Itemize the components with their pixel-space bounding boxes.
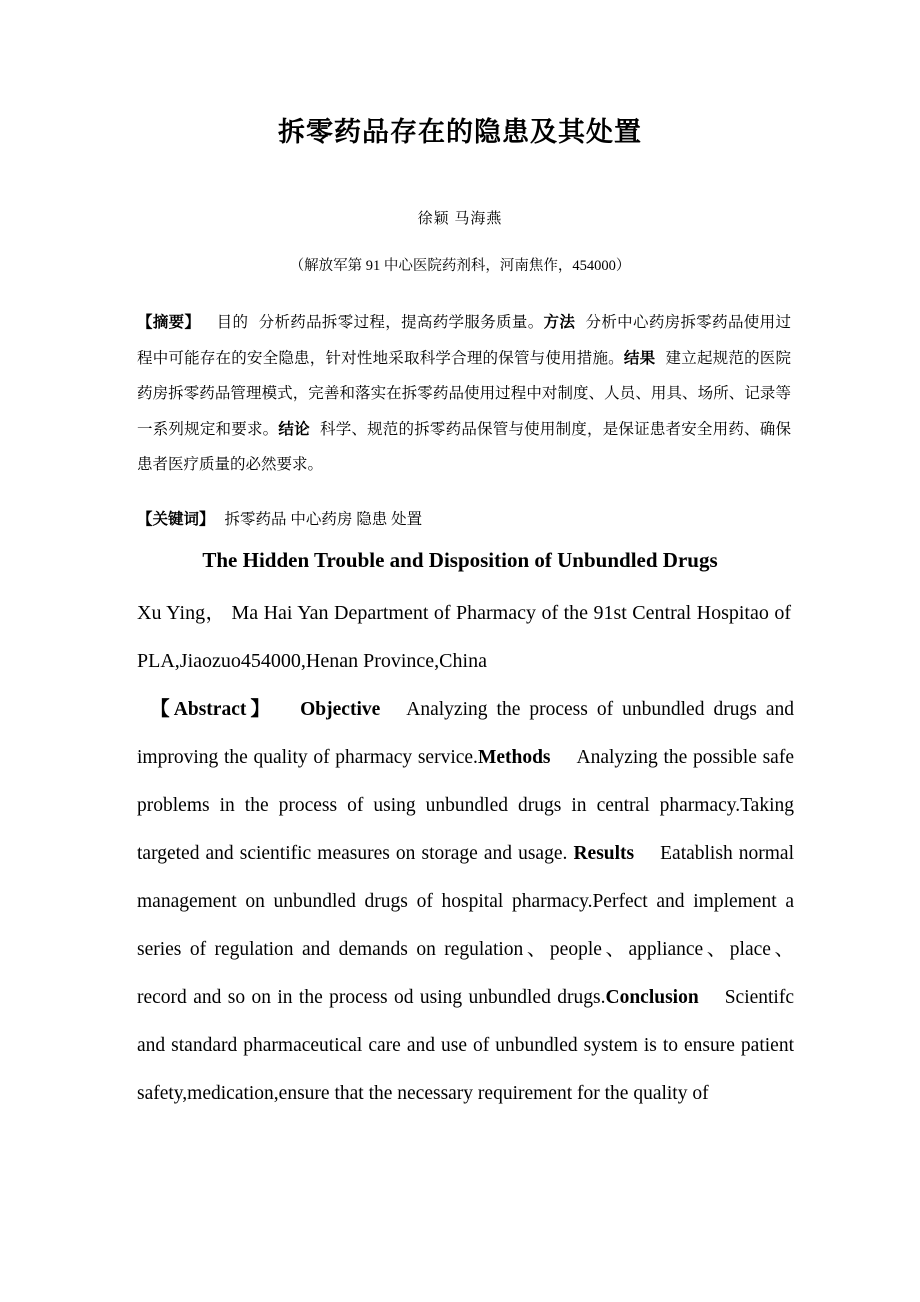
authors-cn: 徐颖 马海燕 (417, 211, 503, 227)
keywords-cn-label: 【关键词】 (137, 511, 215, 528)
abstract-en-results-text: Eatablish normal management on unbundled drugs of hospital pharmacy.Perfect and implement a series of regulation and demands on regulation、people、appliance、place、record and so on in the process od using unbundled drugs. (137, 843, 794, 1008)
abstract-cn-methods-text: 分析中心药房拆零药品使用过程中可能存在的安全隐患，针对性地采取科学合理的保管与使用措施。 (137, 314, 791, 367)
abstract-cn-conclusion-label: 结论 (278, 420, 310, 438)
page-title: 拆零药品存在的隐患及其处置 (278, 117, 642, 148)
keywords-cn-text: 拆零药品 中心药房 隐患 处置 (224, 511, 423, 528)
abstract-en-objective-label: Objective (300, 699, 381, 720)
authors-en: Xu Ying， Ma Hai Yan Department of Pharmacy of the 91st Central Hospitao of PLA,Jiaozuo454000,Henan Province,China (137, 602, 791, 672)
abstract-en-conclusion-label: Conclusion (605, 987, 699, 1008)
abstract-cn-objective-label: 目的 (216, 314, 249, 331)
abstract-en-methods-text: Analyzing the possible safe problems in the process of using unbundled drugs in central pharmacy.Taking targeted and scientific measures on storage and usage. (137, 747, 794, 864)
abstract-cn-methods-label: 方法 (543, 314, 576, 331)
abstract-en-conclusion-text: Scientifc and standard pharmaceutical care and use of unbundled system is to ensure patient safety,medication,ensure that the necessary requirement for the quality of (137, 987, 794, 1104)
abstract-cn-label: 【摘要】 (137, 314, 201, 331)
abstract-cn (137, 305, 791, 483)
keywords-cn (137, 507, 791, 533)
abstract-en (137, 686, 794, 1118)
abstract-en-label: 【Abstract】 (146, 699, 275, 720)
abstract-cn-objective-text: 分析药品拆零过程，提高药学服务质量。 (258, 314, 544, 331)
abstract-cn-conclusion-text: 科学、规范的拆零药品保管与使用制度，是保证患者安全用药、确保患者医疗质量的必然要求。 (137, 420, 791, 473)
abstract-cn-results-label: 结果 (623, 349, 656, 367)
title-en: The Hidden Trouble and Disposition of Unbundled Drugs (202, 548, 718, 572)
abstract-en-methods-label: Methods (477, 747, 551, 768)
abstract-en-results-label: Results (573, 843, 635, 864)
affiliation-cn: （解放军第 91 中心医院药剂科，河南焦作，454000） (289, 258, 631, 274)
abstract-en-objective-text: Analyzing the process of unbundled drugs and improving the quality of pharmacy service. (137, 699, 794, 768)
abstract-cn-results-text: 建立起规范的医院药房拆零药品管理模式，完善和落实在拆零药品使用过程中对制度、人员、用具、场所、记录等一系列规定和要求。 (137, 349, 791, 438)
